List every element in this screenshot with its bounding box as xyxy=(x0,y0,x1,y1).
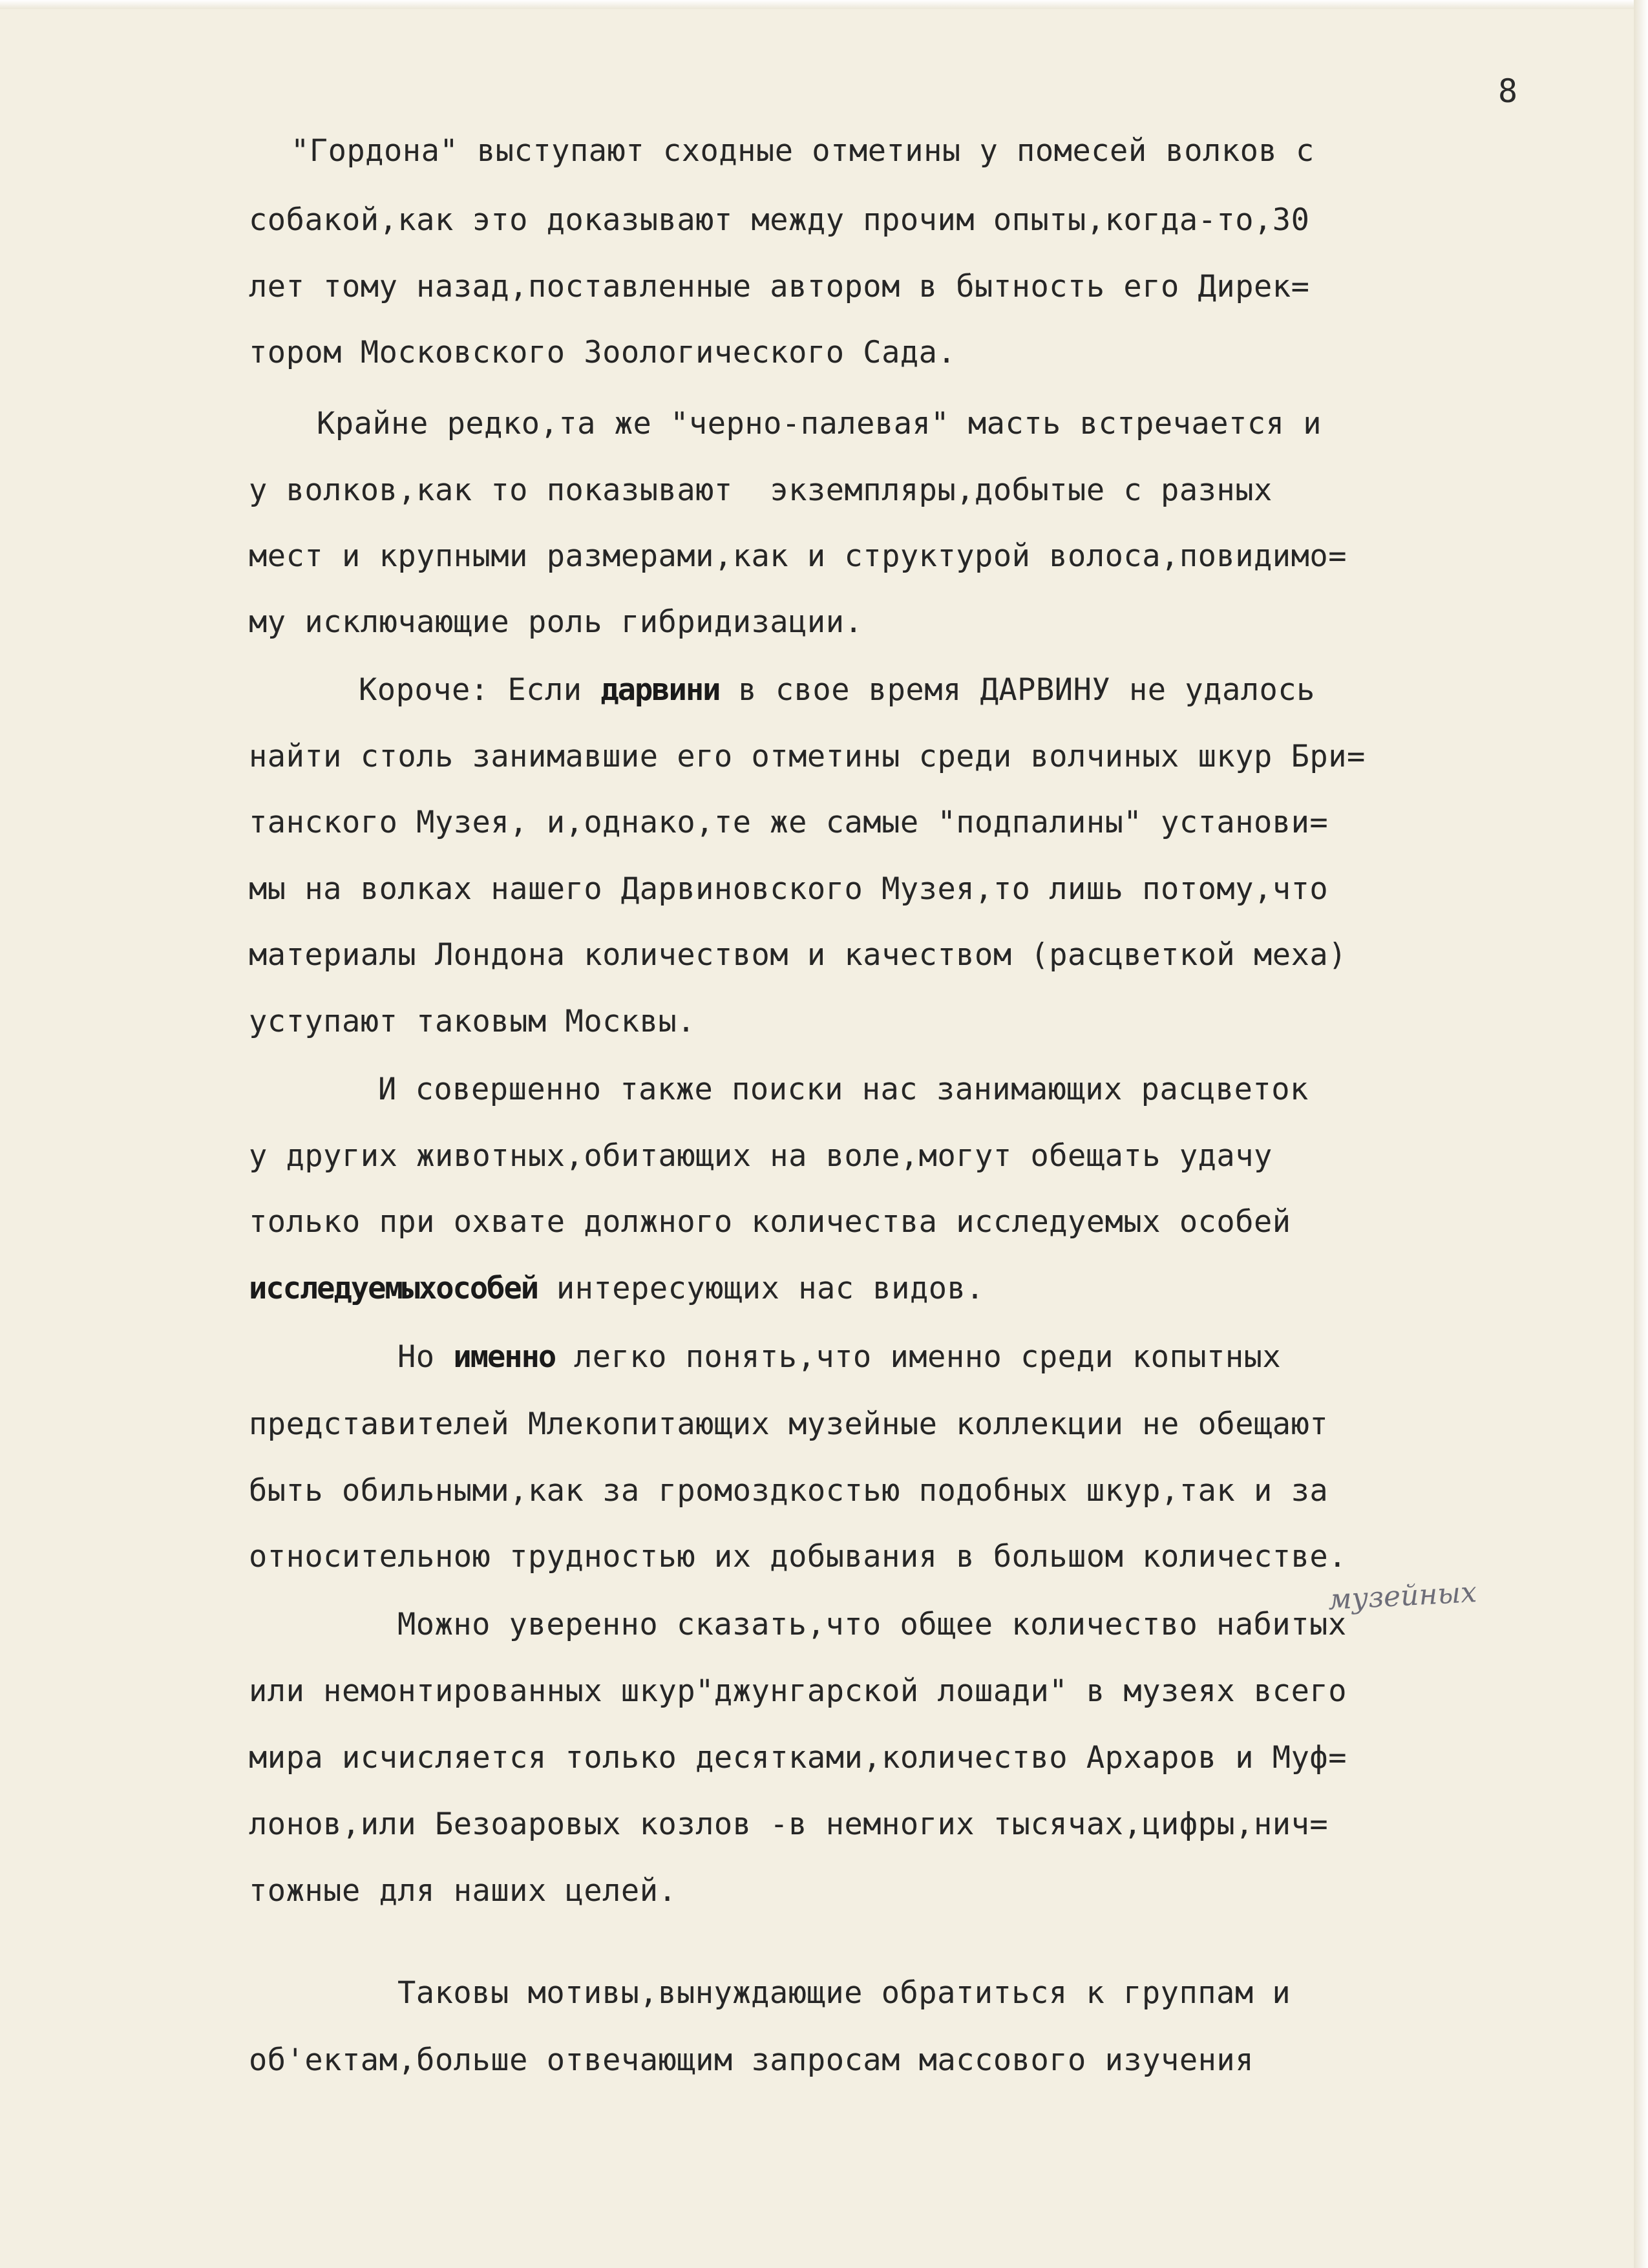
text-line-19 xyxy=(397,1339,1281,1375)
text-line-5: Крайне редко,та же "черно-палевая" масть встречается и xyxy=(317,406,1322,441)
text-line-29: об'ектам,больше отвечающим запросам массового изучения xyxy=(249,2042,1254,2078)
paper-right-edge xyxy=(1634,0,1648,2268)
text-line-28: Таковы мотивы,вынуждающие обратиться к группам и xyxy=(397,1975,1291,2011)
handwritten-annotation: музейных xyxy=(1327,1576,1478,1616)
page-number: 8 xyxy=(1498,72,1518,110)
text-line-18 xyxy=(249,1271,984,1306)
text-line-9 xyxy=(359,672,1315,708)
text-line-13: материалы Лондона количеством и качеством (расцветкой меха) xyxy=(249,937,1347,973)
text-segment: Короче: Если xyxy=(359,672,601,708)
text-line-16: у других животных,обитающих на воле,могут обещать удачу xyxy=(249,1138,1273,1174)
struck-out-word: именно xyxy=(453,1339,556,1375)
text-line-1: "Гордона" выступают сходные отметины у помесей волков с xyxy=(291,133,1315,169)
text-line-14: уступают таковым Москвы. xyxy=(249,1004,696,1039)
text-line-25: мира исчисляется только десятками,количество Архаров и Муф= xyxy=(249,1740,1347,1775)
struck-out-word: дарвини xyxy=(600,672,720,708)
text-line-2: собакой,как это доказывают между прочим опыты,когда-то,30 xyxy=(249,202,1310,238)
text-line-20: представителей Млекопитающих музейные коллекции не обещают xyxy=(249,1406,1329,1442)
text-line-27: тожные для наших целей. xyxy=(249,1873,677,1909)
text-line-8: му исключающие роль гибридизации. xyxy=(249,604,863,640)
text-segment: легко понять,что именно среди копытных xyxy=(555,1339,1282,1375)
text-line-15: И совершенно также поиски нас занимающих расцветок xyxy=(378,1072,1309,1107)
text-line-10: найти столь занимавшие его отметины среди волчиных шкур Бри= xyxy=(249,739,1366,774)
text-line-23: Можно уверенно сказать,что общее количество набитых xyxy=(397,1607,1347,1642)
text-line-7: мест и крупными размерами,как и структурой волоса,повидимо= xyxy=(249,538,1347,574)
struck-out-word: исследуемыхособей xyxy=(249,1271,538,1306)
text-segment: Но xyxy=(397,1339,454,1375)
text-line-26: лонов,или Безоаровых козлов -в немногих тысячах,цифры,нич= xyxy=(249,1807,1329,1842)
text-segment: интересующих нас видов. xyxy=(538,1271,985,1306)
text-line-12: мы на волках нашего Дарвиновского Музея,то лишь потому,что xyxy=(249,871,1329,907)
text-line-6: у волков,как то показывают экземпляры,добытые с разных xyxy=(249,472,1273,508)
text-line-22: относительною трудностью их добывания в большом количестве. xyxy=(249,1539,1347,1574)
text-line-21: быть обильными,как за громоздкостью подобных шкур,так и за xyxy=(249,1473,1329,1509)
text-line-4: тором Московского Зоологического Сада. xyxy=(249,335,956,370)
paper-top-edge xyxy=(0,0,1648,9)
text-line-3: лет тому назад,поставленные автором в бытность его Дирек= xyxy=(249,269,1310,304)
text-line-24: или немонтированных шкур"джунгарской лошади" в музеях всего xyxy=(249,1673,1347,1709)
text-line-11: танского Музея, и,однако,те же самые "подпалины" установи= xyxy=(249,805,1329,840)
text-line-17: только при охвате должного количества исследуемых особей xyxy=(249,1204,1291,1240)
text-segment: в свое время ДАРВИНУ не удалось xyxy=(719,672,1315,708)
